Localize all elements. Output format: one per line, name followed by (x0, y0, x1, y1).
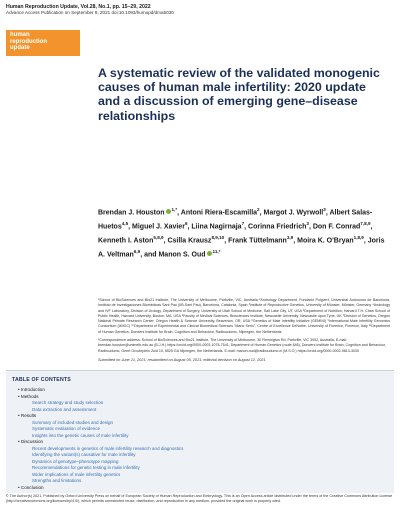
toc-section-link[interactable]: • Discussion (18, 439, 44, 444)
author-affiliation-marker: 11,* (212, 249, 221, 255)
toc-subsection-link[interactable]: Systematic evaluation of evidence (32, 426, 101, 431)
author-affiliation-marker: 3 (306, 221, 309, 227)
toc-subsection-link[interactable]: Recommendations for genetic testing in male infertility (32, 465, 140, 470)
author-separator: , (363, 237, 368, 245)
author-affiliation-marker: 3,9 (286, 235, 294, 241)
affiliations: ¹School of BioSciences and Bio21 Institute, The University of Melbourne, Parkville, VIC, Australia ²Andrology Department, Fundació Puigvert, Universitat Autònoma de Barcelona, Instituto de Investigaciones Biomédicas Sant Pau (IIB-Sant Pau), Barcelona, Catalonia, Spain ³Institute of Reproductive Genetics, University of Münster, Münster, Germany ⁴Andrology and IVF Laboratory, Division of Urology, Department of Surgery, University of Utah School of Medicine, Salt Lake City, UT, USA ⁵Department of Nutrition, Harvard T.H. Chan School of Public Health, Harvard University, Boston, MA, USA ⁶Faculty of Medical Sciences, Biosciences Institute, Newcastle University, Newcastle upon Tyne, UK ⁷Division of Genetics, Oregon National Primate Research Center, Oregon Health & Science University, Beaverton, OR, USA ⁸Genetics of Male Infertility Initiative (GEMINI) ⁹International Male Infertility Genomics Consortium (IMIGC) ¹⁰Department of Experimental and Clinical Biomedical Sciences "Mario Serio", Centre of Excellence DeNothe, University of Florence, Florence, Italy ¹¹Department of Human Genetics, Donders Institute for Brain, Cognition and Behaviour, Radboudumc, Nijmegen, the Netherlands (98, 298, 390, 334)
author-affiliation-marker: 4,5 (121, 221, 129, 227)
author-name: Moira K. O'Bryan (297, 237, 354, 245)
toc-section-link[interactable]: • Methods (18, 393, 39, 399)
author-separator: , (370, 223, 373, 231)
author-separator: , (293, 237, 298, 245)
author-separator: , (244, 223, 249, 231)
badge-line-1: human (10, 32, 30, 38)
journal-citation: Human Reproduction Update, Vol.28, No.1, pp. 15–29, 2022 (6, 4, 151, 10)
toc-subsection-link[interactable]: Summary of included studies and design (32, 419, 114, 425)
toc-section-link[interactable]: • Introduction (18, 387, 45, 392)
author-list (98, 205, 390, 261)
toc-section-link[interactable]: • Conclusion (18, 484, 44, 490)
author-separator: , (325, 209, 330, 217)
author-affiliation-marker: 8,9,10 (211, 235, 225, 241)
toc-subsection-link[interactable]: Strengths and limitations (32, 478, 82, 483)
author-name: Miguel J. Xavier (132, 223, 185, 231)
author-affiliation-marker: 1,8,9 (353, 235, 364, 241)
author-affiliation-marker: 3 (323, 207, 326, 212)
toc-subsection-link[interactable]: Wider implications of male infertility genetics (32, 471, 121, 477)
toc-subsection-link[interactable]: Insights into the genetic causes of male infertility (32, 432, 129, 438)
toc-subsection-link[interactable]: Search strategy and study selection (32, 400, 104, 405)
author-affiliation-marker: 7 (241, 221, 245, 227)
journal-badge (6, 30, 80, 56)
author-affiliation-marker: 2 (257, 207, 260, 212)
author-name: Frank Tüttelmann (228, 237, 287, 245)
author-affiliation-marker: 6,9 (133, 249, 141, 255)
toc-list (18, 387, 318, 491)
orcid-icon[interactable] (166, 209, 171, 214)
advance-access-line: Advance Access Publication on September 8, 2021 doi:10.1093/humupd/dmab030 (6, 10, 174, 15)
toc-section-link[interactable]: • Results (18, 413, 37, 418)
author-name: Kenneth I. Aston (98, 237, 154, 245)
author-name: Liina Nagirnaja (191, 223, 242, 231)
author-name: Albert Salas-Huetos (98, 209, 373, 231)
orcid-icon[interactable] (207, 251, 212, 256)
badge-line-3: update (10, 45, 30, 52)
author-separator: , and (140, 251, 159, 259)
copyright-footer: © The Author(s) 2021. Published by Oxford University Press on behalf of European Society of Human Reproduction and Embryology. This is an Open Access article distributed under the terms of the Creative Commons Attribution License (http://creativecommons.org/licenses/by/4.0/), which permits unrestricted reuse, distribution, and reproduction in any medium, provided the original work is properly cited. (6, 494, 393, 504)
author-name: Don F. Conrad (312, 223, 361, 231)
author-affiliation-marker: 6 (184, 221, 188, 227)
toc-subsection-link[interactable]: Identifying the variant(s) causative for male infertility (32, 452, 136, 457)
correspondence-address: *Correspondence address. School of BioSciences and Bio21 Institute, The University of Melbourne, 30 Flemington Rd, Parkville, VIC 3052, Australia. E-mail: brendan.houston@unimelb.edu.au (B.J.H.) https://orcid.org/0000-0003-1078-7541; Department of Human Genetics (route 846), Donders Institute for Brain, Cognition and Behaviour, Radboudumc, Geert Grooteplein Zuid 10, 6525 GA Nijmegen, the Netherlands. E-mail: manon.oud@radboudumc.nl (M.S.O.) https://orcid.org/0000-0002-9813-3030 (98, 338, 386, 353)
toc-subsection-link[interactable]: Dynamics of genotype–phenotype mapping (32, 458, 119, 464)
article-title: A systematic review of the validated monogenic causes of human male infertility: 2020 update and a discussion of emerging gene–disease relationships (98, 66, 380, 123)
author-name: Manon S. Oud (158, 251, 206, 259)
author-name: Brendan J. Houston (98, 209, 165, 217)
author-separator: , (224, 237, 229, 245)
author-name: Csilla Krausz (167, 237, 212, 245)
author-separator: , (187, 223, 192, 231)
badge-line-2: reproduction (10, 38, 47, 45)
author-separator: , (177, 209, 181, 217)
author-name: Margot J. Wyrwoll (263, 209, 324, 217)
author-affiliation-marker: 5,8,9 (153, 235, 164, 241)
toc-heading: TABLE OF CONTENTS (12, 377, 71, 383)
author-separator: , (308, 223, 313, 231)
author-separator: , (259, 209, 264, 217)
author-affiliation-marker: 7,8,9 (360, 221, 371, 227)
table-of-contents (6, 370, 394, 493)
author-separator: , (163, 237, 168, 245)
toc-subsection-link[interactable]: Recent developments in genetics of male infertility research and diagnostics (32, 445, 184, 451)
author-affiliation-marker: 1,* (171, 207, 178, 212)
author-separator: , (128, 223, 133, 231)
author-name: Joris A. Veltman (98, 237, 385, 259)
author-name: Antoni Riera-Escamilla (180, 209, 258, 217)
toc-subsection-link[interactable]: Data extraction and assessment (32, 406, 97, 412)
author-name: Corinna Friedrich (248, 223, 307, 231)
submission-dates: Submitted on June 21, 2021; resubmitted on August 05, 2021; editorial decision on August 12, 2021 (98, 358, 266, 362)
